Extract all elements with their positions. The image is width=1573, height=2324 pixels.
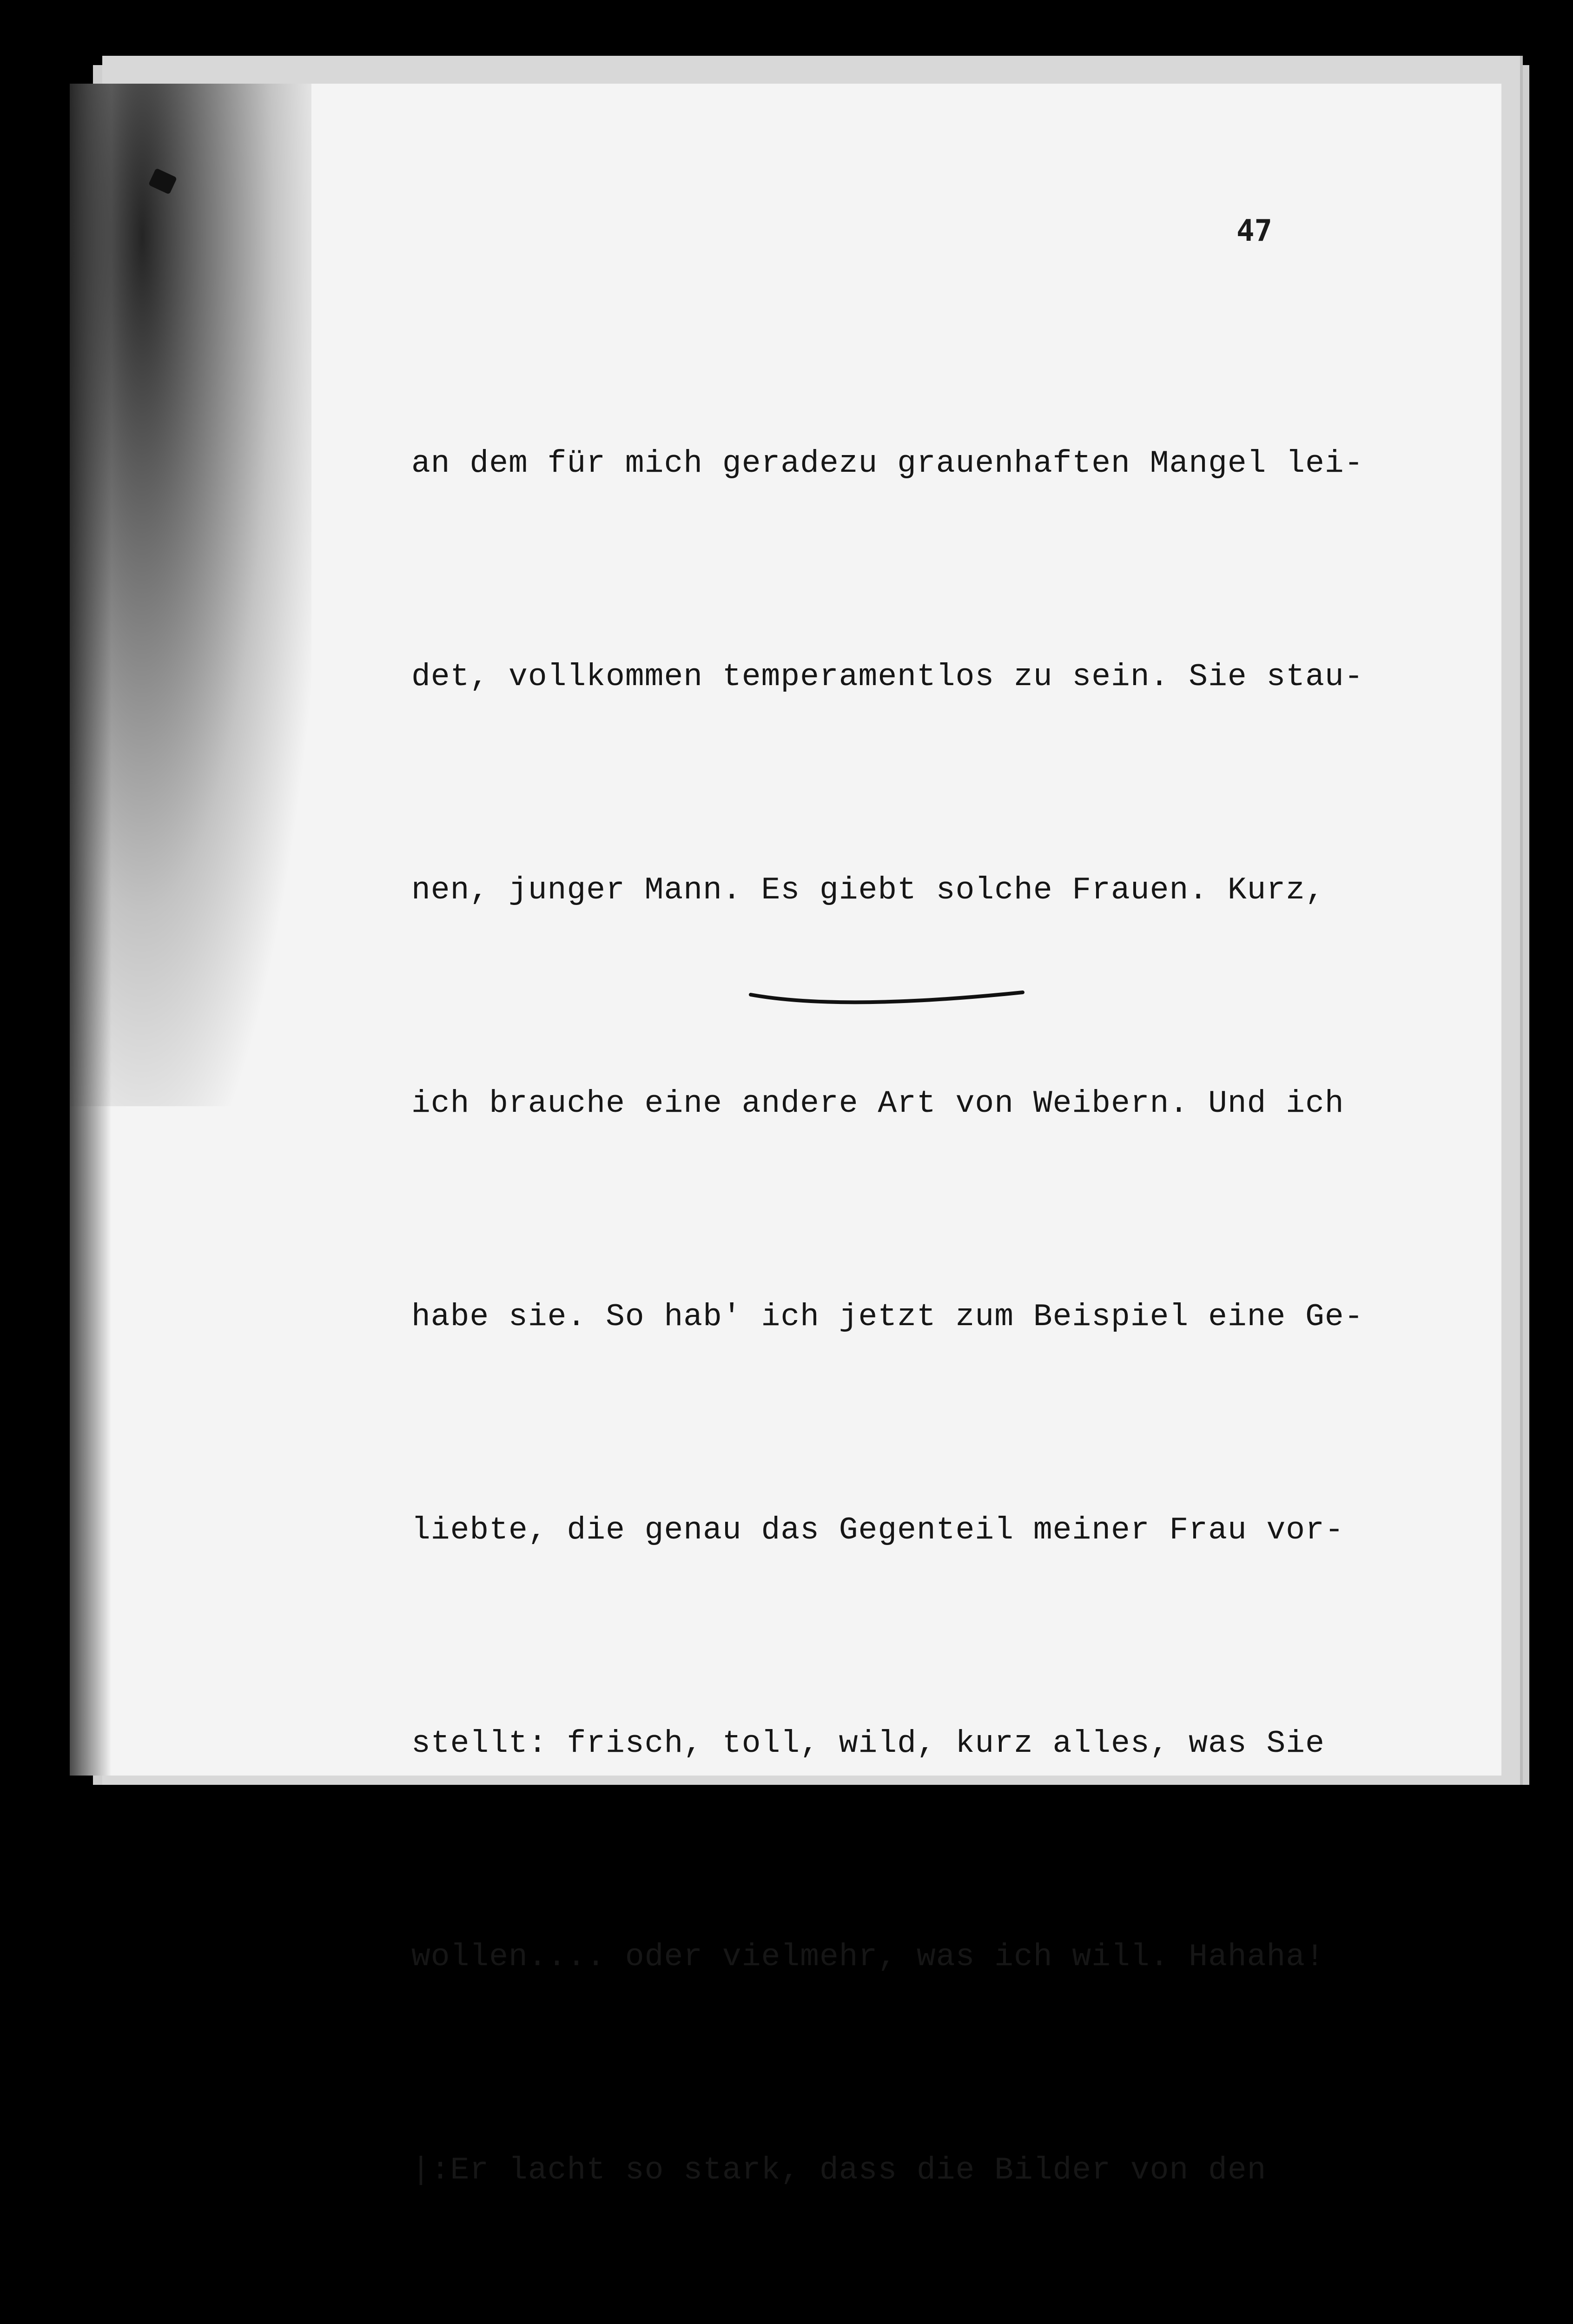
typewritten-page	[70, 84, 1501, 2188]
text-line-9: |:Er lacht so stark, dass die Bilder von den	[411, 2152, 1267, 2188]
page-number: 47	[1236, 214, 1273, 248]
text-line-2: det, vollkommen temperamentlos zu sein. Sie stau-	[411, 659, 1364, 695]
text-line-8: wollen.... oder vielmehr, was ich will. Hahaha!	[411, 1939, 1325, 1975]
text-line-7: stellt: frisch, toll, wild, kurz alles, was Sie	[411, 1726, 1325, 1762]
text-line-4: ich brauche eine andere Art von Weibern. Und ich	[411, 1086, 1344, 1122]
handwritten-underline	[748, 985, 1027, 1013]
text-line-1: an dem für mich geradezu grauenhaften Mangel lei-	[411, 446, 1364, 482]
text-line-3: nen, junger Mann. Es giebt solche Frauen. Kurz,	[411, 872, 1325, 908]
body-text	[411, 286, 1480, 2324]
text-line-6: liebte, die genau das Gegenteil meiner Frau vor-	[411, 1512, 1344, 1548]
left-shadow	[70, 84, 112, 1776]
text-line-5: habe sie. So hab' ich jetzt zum Beispiel eine Ge-	[411, 1299, 1364, 1335]
